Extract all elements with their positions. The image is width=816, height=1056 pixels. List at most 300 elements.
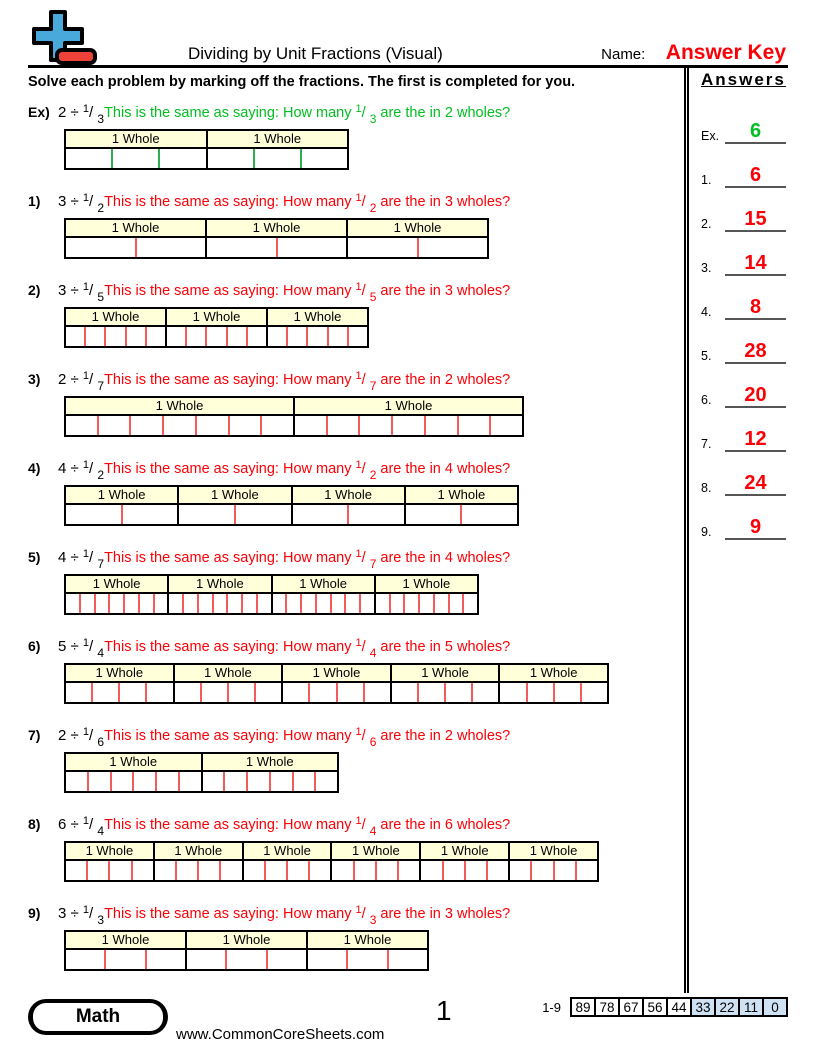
fraction-numerator: 1 bbox=[82, 192, 90, 204]
fraction-bar bbox=[64, 574, 479, 615]
fraction-row bbox=[64, 772, 203, 793]
fraction-cell bbox=[79, 594, 94, 613]
fraction-denominator: 4 bbox=[369, 823, 377, 838]
whole-section bbox=[291, 485, 406, 526]
fraction-cell bbox=[332, 861, 352, 880]
fraction-slash: / bbox=[361, 461, 370, 477]
fraction-cell bbox=[336, 683, 363, 702]
fraction-row bbox=[177, 505, 292, 526]
fraction-numerator: 1 bbox=[82, 459, 90, 471]
explanation-sentence: This is the same as saying: How many $^1$/ $_3$ are the in 3 wholes? bbox=[104, 904, 511, 927]
answer-value: 24 bbox=[725, 472, 786, 496]
fraction-slash: / bbox=[89, 638, 98, 655]
whole-label: 1 Whole bbox=[330, 841, 421, 861]
answer-label: 4. bbox=[701, 305, 712, 319]
fraction-slash: / bbox=[89, 905, 98, 922]
whole-label: 1 Whole bbox=[404, 485, 519, 505]
explanation-sentence: This is the same as saying: How many $^1$/ $_2$ are the in 4 wholes? bbox=[104, 459, 511, 482]
problem-statement bbox=[28, 369, 684, 391]
fraction-cell bbox=[330, 594, 345, 613]
fraction-cell bbox=[145, 327, 165, 346]
fraction-cell bbox=[293, 505, 348, 524]
division-expression: 6 ÷ $^1$/ $_4$ bbox=[58, 815, 105, 838]
problem-6 bbox=[28, 636, 684, 725]
fraction-cell bbox=[104, 950, 144, 969]
whole-label: 1 Whole bbox=[64, 218, 207, 238]
fraction-slash: / bbox=[361, 906, 370, 922]
fraction-row bbox=[64, 950, 187, 971]
problem-5 bbox=[28, 547, 684, 636]
division-expression: 3 ÷ $^1$/ $_5$ bbox=[58, 281, 105, 304]
fraction-cell bbox=[268, 327, 286, 346]
math-badge bbox=[28, 999, 168, 1035]
explanation-sentence: This is the same as saying: How many $^1$/ $_7$ are the in 2 wholes? bbox=[104, 370, 511, 393]
fraction-cell bbox=[66, 772, 87, 791]
fraction-row bbox=[242, 861, 333, 882]
fraction-cell bbox=[226, 327, 246, 346]
fraction-denominator: 3 bbox=[97, 112, 105, 126]
problem-number: 8) bbox=[28, 816, 41, 832]
fraction-cell bbox=[241, 594, 256, 613]
problem-number: 9) bbox=[28, 905, 41, 921]
whole-label: 1 Whole bbox=[242, 841, 333, 861]
answer-value: 8 bbox=[725, 296, 786, 320]
explanation-sentence: This is the same as saying: How many $^1$/ $_6$ are the in 2 wholes? bbox=[104, 726, 511, 749]
fraction-cell bbox=[66, 505, 121, 524]
division-expression: 3 ÷ $^1$/ $_3$ bbox=[58, 904, 105, 927]
fraction-numerator: 1 bbox=[355, 726, 362, 739]
explanation-sentence: This is the same as saying: How many $^1$/ $_5$ are the in 3 wholes? bbox=[104, 281, 511, 304]
fraction-cell bbox=[306, 327, 326, 346]
fraction-cell bbox=[132, 772, 155, 791]
fraction-numerator: 1 bbox=[355, 103, 362, 116]
fraction-numerator: 1 bbox=[355, 548, 362, 561]
fraction-cell bbox=[66, 594, 79, 613]
worksheet-title: Dividing by Unit Fractions (Visual) bbox=[188, 44, 443, 63]
fraction-denominator: 3 bbox=[369, 912, 377, 927]
name-label: Name: bbox=[601, 46, 646, 63]
problem-statement bbox=[28, 814, 684, 836]
answer-value: 12 bbox=[725, 428, 786, 452]
fraction-cell bbox=[155, 861, 175, 880]
fraction-numerator: 1 bbox=[355, 904, 362, 917]
fraction-cell bbox=[353, 861, 375, 880]
answer-row-9 bbox=[701, 496, 788, 540]
fraction-slash: / bbox=[89, 727, 98, 744]
fraction-cell bbox=[84, 327, 104, 346]
fraction-cell bbox=[182, 594, 197, 613]
fraction-row bbox=[64, 861, 155, 882]
whole-label: 1 Whole bbox=[346, 218, 489, 238]
whole-label: 1 Whole bbox=[167, 574, 272, 594]
fraction-cell bbox=[208, 149, 253, 168]
fraction-denominator: 2 bbox=[97, 468, 105, 482]
fraction-row bbox=[306, 950, 429, 971]
fraction-cell bbox=[178, 772, 201, 791]
explanation-sentence: This is the same as saying: How many $^1$/ $_4$ are the in 6 wholes? bbox=[104, 815, 511, 838]
problems-list bbox=[28, 102, 684, 992]
fraction-numerator: 1 bbox=[355, 370, 362, 383]
fraction-cell bbox=[553, 861, 575, 880]
whole-label: 1 Whole bbox=[390, 663, 501, 683]
fraction-cell bbox=[200, 683, 227, 702]
fraction-row bbox=[374, 594, 479, 615]
fraction-bar bbox=[64, 307, 369, 348]
fraction-cell bbox=[510, 861, 530, 880]
fraction-row bbox=[64, 238, 207, 259]
fraction-cell bbox=[375, 861, 397, 880]
division-expression: 2 ÷ $^1$/ $_7$ bbox=[58, 370, 105, 393]
fraction-cell bbox=[162, 416, 195, 435]
whole-label: 1 Whole bbox=[206, 129, 350, 149]
whole-section bbox=[346, 218, 489, 259]
fraction-cell bbox=[580, 683, 607, 702]
answer-row-6 bbox=[701, 364, 788, 408]
fraction-denominator: 2 bbox=[97, 201, 105, 215]
fraction-numerator: 1 bbox=[82, 281, 90, 293]
fraction-cell bbox=[348, 238, 417, 257]
whole-label: 1 Whole bbox=[271, 574, 376, 594]
whole-label: 1 Whole bbox=[64, 663, 175, 683]
fraction-slash: / bbox=[361, 372, 370, 388]
fraction-cell bbox=[225, 950, 265, 969]
fraction-cell bbox=[417, 683, 444, 702]
fraction-cell bbox=[292, 772, 315, 791]
fraction-cell bbox=[421, 861, 441, 880]
answer-value: 9 bbox=[725, 516, 786, 540]
fraction-cell bbox=[471, 683, 498, 702]
answers-list bbox=[701, 100, 788, 540]
fraction-row bbox=[167, 594, 272, 615]
fraction-row bbox=[281, 683, 392, 704]
fraction-cell bbox=[219, 861, 241, 880]
problem-number: 7) bbox=[28, 727, 41, 743]
whole-section bbox=[185, 930, 308, 971]
fraction-cell bbox=[135, 238, 206, 257]
fraction-cell bbox=[125, 327, 145, 346]
fraction-cell bbox=[448, 594, 463, 613]
whole-label: 1 Whole bbox=[201, 752, 340, 772]
fraction-cell bbox=[575, 861, 597, 880]
fraction-row bbox=[346, 238, 489, 259]
fraction-cell bbox=[347, 505, 404, 524]
fraction-numerator: 1 bbox=[82, 815, 90, 827]
unit-fraction bbox=[355, 904, 377, 927]
whole-section bbox=[404, 485, 519, 526]
whole-label: 1 Whole bbox=[374, 574, 479, 594]
fraction-cell bbox=[66, 416, 97, 435]
fraction-cell bbox=[286, 861, 308, 880]
fraction-cell bbox=[86, 861, 108, 880]
fraction-cell bbox=[500, 683, 525, 702]
fraction-cell bbox=[91, 683, 118, 702]
problem-statement bbox=[28, 102, 684, 124]
whole-label: 1 Whole bbox=[64, 752, 203, 772]
whole-section bbox=[64, 396, 295, 437]
score-cell: 44 bbox=[666, 997, 692, 1017]
fraction-slash: / bbox=[361, 550, 370, 566]
whole-section bbox=[374, 574, 479, 615]
fraction-row bbox=[498, 683, 609, 704]
content-row bbox=[28, 68, 788, 993]
division-expression: 4 ÷ $^1$/ $_2$ bbox=[58, 459, 105, 482]
fraction-cell bbox=[254, 683, 281, 702]
fraction-cell bbox=[226, 594, 241, 613]
whole-section bbox=[293, 396, 524, 437]
answer-row-7 bbox=[701, 408, 788, 452]
fraction-row bbox=[330, 861, 421, 882]
fraction-row bbox=[201, 772, 340, 793]
answer-row-ex bbox=[701, 100, 788, 144]
fraction-numerator: 1 bbox=[82, 370, 90, 382]
fraction-cell bbox=[108, 861, 130, 880]
fraction-numerator: 1 bbox=[82, 637, 90, 649]
fraction-cell bbox=[207, 238, 276, 257]
whole-label: 1 Whole bbox=[266, 307, 369, 327]
fraction-cell bbox=[397, 861, 419, 880]
fraction-bar bbox=[64, 930, 429, 971]
answer-row-1 bbox=[701, 144, 788, 188]
fraction-bar bbox=[64, 663, 609, 704]
whole-section bbox=[266, 307, 369, 348]
fraction-cell bbox=[66, 327, 84, 346]
fraction-row bbox=[64, 416, 295, 437]
answer-row-4 bbox=[701, 276, 788, 320]
fraction-cell bbox=[155, 772, 178, 791]
fraction-cell bbox=[300, 594, 315, 613]
fraction-cell bbox=[285, 594, 300, 613]
fraction-row bbox=[64, 683, 175, 704]
fraction-cell bbox=[346, 950, 386, 969]
fraction-slash: / bbox=[89, 104, 98, 121]
unit-fraction bbox=[82, 726, 105, 749]
fraction-slash: / bbox=[89, 371, 98, 388]
fraction-slash: / bbox=[361, 105, 370, 121]
unit-fraction bbox=[82, 637, 105, 660]
whole-section bbox=[165, 307, 268, 348]
fraction-cell bbox=[234, 505, 291, 524]
website-url: www.CommonCoreSheets.com bbox=[176, 1026, 385, 1043]
whole-label: 1 Whole bbox=[281, 663, 392, 683]
fraction-cell bbox=[169, 594, 182, 613]
problem-8 bbox=[28, 814, 684, 903]
fraction-row bbox=[165, 327, 268, 348]
footer bbox=[28, 993, 788, 1051]
division-expression: 4 ÷ $^1$/ $_7$ bbox=[58, 548, 105, 571]
whole-label: 1 Whole bbox=[64, 574, 169, 594]
fraction-cell bbox=[167, 327, 185, 346]
fraction-row bbox=[293, 416, 524, 437]
whole-label: 1 Whole bbox=[64, 485, 179, 505]
fraction-cell bbox=[187, 950, 225, 969]
whole-label: 1 Whole bbox=[508, 841, 599, 861]
problem-statement bbox=[28, 725, 684, 747]
answers-sidebar bbox=[684, 68, 788, 993]
whole-section bbox=[498, 663, 609, 704]
problem-number: 4) bbox=[28, 460, 41, 476]
unit-fraction bbox=[355, 281, 377, 304]
fraction-cell bbox=[326, 416, 359, 435]
page-number: 1 bbox=[436, 995, 452, 1026]
whole-section bbox=[242, 841, 333, 882]
fraction-cell bbox=[403, 594, 418, 613]
score-cell: 0 bbox=[762, 997, 788, 1017]
explanation-sentence: This is the same as saying: How many $^1$/ $_4$ are the in 5 wholes? bbox=[104, 637, 511, 660]
fraction-cell bbox=[108, 594, 123, 613]
score-cells bbox=[570, 997, 788, 1017]
fraction-bar bbox=[64, 841, 599, 882]
unit-fraction bbox=[82, 370, 105, 393]
fraction-denominator: 6 bbox=[369, 734, 377, 749]
fraction-cell bbox=[228, 416, 261, 435]
fraction-cell bbox=[158, 149, 205, 168]
fraction-numerator: 1 bbox=[355, 459, 362, 472]
fraction-denominator: 7 bbox=[369, 378, 377, 393]
problem-number: 2) bbox=[28, 282, 41, 298]
score-cell: 22 bbox=[714, 997, 740, 1017]
fraction-cell bbox=[283, 683, 308, 702]
answer-label: 6. bbox=[701, 393, 712, 407]
fraction-numerator: 1 bbox=[82, 904, 90, 916]
fraction-bar bbox=[64, 396, 524, 437]
whole-section bbox=[390, 663, 501, 704]
fraction-cell bbox=[256, 594, 271, 613]
whole-section bbox=[508, 841, 599, 882]
fraction-cell bbox=[363, 683, 390, 702]
unit-fraction bbox=[355, 726, 377, 749]
fraction-slash: / bbox=[361, 728, 370, 744]
fraction-denominator: 3 bbox=[97, 913, 105, 927]
fraction-denominator: 4 bbox=[97, 646, 105, 660]
fraction-slash: / bbox=[89, 282, 98, 299]
fraction-cell bbox=[462, 594, 477, 613]
fraction-slash: / bbox=[361, 283, 370, 299]
whole-section bbox=[306, 930, 429, 971]
fraction-cell bbox=[197, 861, 219, 880]
fraction-cell bbox=[87, 772, 110, 791]
fraction-bar bbox=[64, 485, 519, 526]
answer-row-2 bbox=[701, 188, 788, 232]
fraction-cell bbox=[489, 416, 522, 435]
fraction-cell bbox=[530, 861, 552, 880]
whole-label: 1 Whole bbox=[205, 218, 348, 238]
fraction-cell bbox=[344, 594, 359, 613]
fraction-cell bbox=[389, 594, 404, 613]
fraction-cell bbox=[358, 416, 391, 435]
fraction-row bbox=[205, 238, 348, 259]
fraction-cell bbox=[442, 861, 464, 880]
whole-section bbox=[281, 663, 392, 704]
score-range-label: 1-9 bbox=[542, 999, 561, 1015]
fraction-cell bbox=[347, 327, 367, 346]
fraction-denominator: 5 bbox=[369, 289, 377, 304]
fraction-denominator: 6 bbox=[97, 735, 105, 749]
fraction-cell bbox=[110, 772, 133, 791]
unit-fraction bbox=[82, 815, 105, 838]
division-expression: 5 ÷ $^1$/ $_4$ bbox=[58, 637, 105, 660]
fraction-slash: / bbox=[361, 194, 370, 210]
unit-fraction bbox=[355, 103, 377, 126]
fraction-cell bbox=[266, 950, 306, 969]
whole-label: 1 Whole bbox=[177, 485, 292, 505]
whole-label: 1 Whole bbox=[64, 841, 155, 861]
problem-ex bbox=[28, 102, 684, 191]
fraction-cell bbox=[195, 416, 228, 435]
explanation-sentence: This is the same as saying: How many $^1$/ $_7$ are the in 4 wholes? bbox=[104, 548, 511, 571]
fraction-cell bbox=[376, 594, 389, 613]
fraction-cell bbox=[175, 683, 200, 702]
fraction-row bbox=[185, 950, 308, 971]
fraction-numerator: 1 bbox=[355, 815, 362, 828]
problem-statement bbox=[28, 903, 684, 925]
unit-fraction bbox=[82, 548, 105, 571]
whole-label: 1 Whole bbox=[291, 485, 406, 505]
whole-label: 1 Whole bbox=[64, 930, 187, 950]
problem-1 bbox=[28, 191, 684, 280]
fraction-numerator: 1 bbox=[82, 103, 90, 115]
whole-section bbox=[330, 841, 421, 882]
answer-label: Ex. bbox=[701, 129, 720, 143]
problem-2 bbox=[28, 280, 684, 369]
fraction-cell bbox=[308, 683, 335, 702]
problem-7 bbox=[28, 725, 684, 814]
fraction-cell bbox=[391, 416, 424, 435]
whole-label: 1 Whole bbox=[64, 307, 167, 327]
fraction-cell bbox=[145, 683, 172, 702]
problem-number: 5) bbox=[28, 549, 41, 565]
division-expression: 2 ÷ $^1$/ $_6$ bbox=[58, 726, 105, 749]
fraction-cell bbox=[553, 683, 580, 702]
answer-label: 3. bbox=[701, 261, 712, 275]
fraction-row bbox=[64, 149, 208, 170]
fraction-cell bbox=[276, 238, 347, 257]
fraction-cell bbox=[145, 950, 185, 969]
fraction-cell bbox=[203, 772, 224, 791]
fraction-bar bbox=[64, 752, 339, 793]
fraction-cell bbox=[118, 683, 145, 702]
answer-row-8 bbox=[701, 452, 788, 496]
whole-section bbox=[64, 307, 167, 348]
unit-fraction bbox=[355, 370, 377, 393]
fraction-cell bbox=[153, 594, 168, 613]
fraction-denominator: 2 bbox=[369, 200, 377, 215]
fraction-bar bbox=[64, 218, 489, 259]
whole-section bbox=[64, 752, 203, 793]
whole-section bbox=[177, 485, 292, 526]
fraction-cell bbox=[244, 861, 264, 880]
fraction-cell bbox=[253, 149, 300, 168]
answer-label: 2. bbox=[701, 217, 712, 231]
whole-label: 1 Whole bbox=[64, 396, 295, 416]
fraction-numerator: 1 bbox=[355, 192, 362, 205]
answer-row-3 bbox=[701, 232, 788, 276]
answer-value: 14 bbox=[725, 252, 786, 276]
problem-number: 6) bbox=[28, 638, 41, 654]
plus-minus-logo-icon bbox=[20, 8, 100, 71]
problem-number: Ex) bbox=[28, 104, 50, 120]
fraction-row bbox=[266, 327, 369, 348]
fraction-cell bbox=[457, 416, 490, 435]
score-cell: 78 bbox=[594, 997, 620, 1017]
math-badge-label: Math bbox=[33, 1003, 163, 1031]
fraction-cell bbox=[315, 594, 330, 613]
fraction-cell bbox=[205, 327, 225, 346]
fraction-denominator: 4 bbox=[369, 645, 377, 660]
whole-section bbox=[64, 663, 175, 704]
fraction-cell bbox=[246, 772, 269, 791]
whole-label: 1 Whole bbox=[419, 841, 510, 861]
problem-3 bbox=[28, 369, 684, 458]
